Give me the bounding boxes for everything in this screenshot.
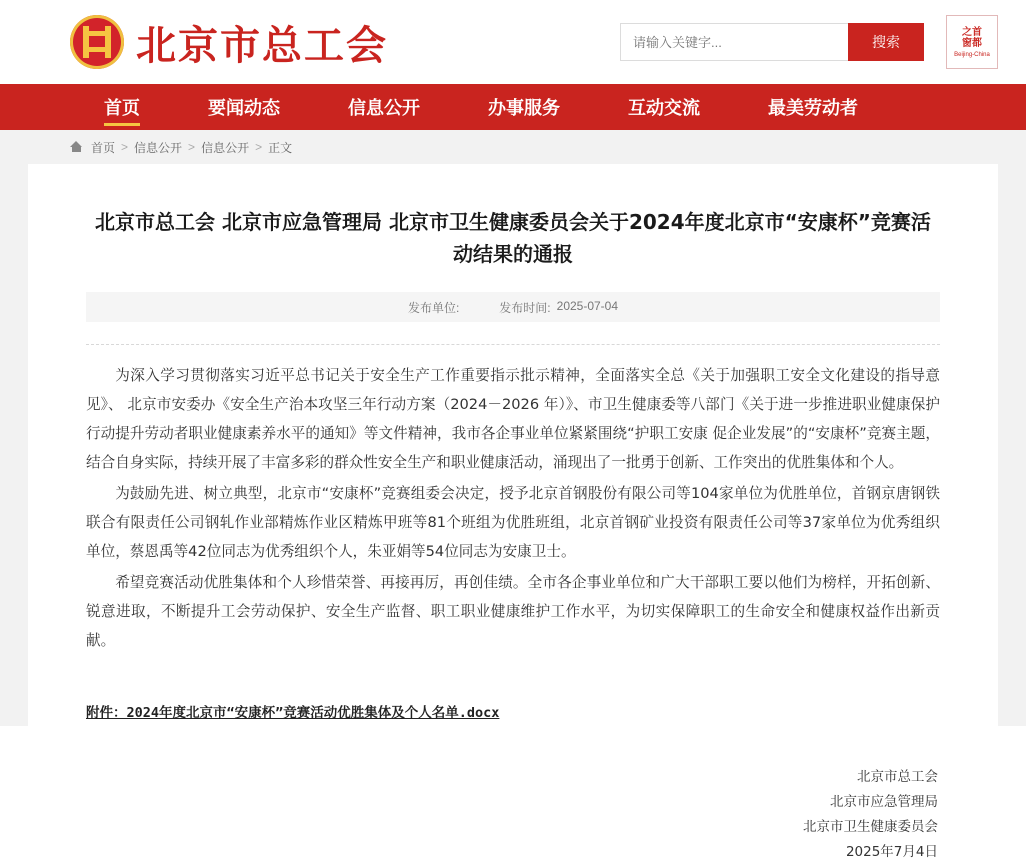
site-logo-text: 北京市总工会 — [136, 22, 388, 69]
main-nav — [0, 84, 1026, 130]
attachment-link[interactable]: 附件：2024年度北京市“安康杯”竞赛活动优胜集体及个人名单.docx — [86, 705, 500, 721]
site-header — [0, 0, 1026, 84]
nav-item-best-workers[interactable]: 最美劳动者 — [768, 98, 858, 119]
breadcrumb-separator-2: > — [188, 140, 196, 154]
signature-line: 北京市总工会 — [857, 769, 938, 785]
search-box — [620, 23, 924, 61]
meta-publisher-label: 发布单位: — [407, 300, 460, 315]
signature-date: 2025年7月4日 — [845, 844, 938, 860]
document-meta — [86, 292, 940, 322]
nav-item-disclosure[interactable]: 信息公开 — [348, 98, 420, 119]
document-paragraph: 希望竞赛活动优胜集体和个人珍惜荣誉、再接再厉，再创佳绩。全市各企事业单位和广大干部职工要以他们为榜样，开拓创新、锐意进取，不断提升工会劳动保护、安全生产监督、职工职业健康维护工作水平，为切实保障职工的生命安全和健康权益作出新贡献。 — [86, 574, 940, 649]
document-body — [86, 361, 940, 655]
home-icon[interactable] — [70, 141, 83, 153]
meta-date-value: 2025-07-04 — [556, 298, 619, 313]
capital-window-badge[interactable] — [946, 15, 998, 69]
meta-date — [499, 299, 618, 316]
breadcrumb-separator-3: > — [255, 140, 263, 154]
capital-badge-bottom: Beijing-China — [954, 51, 990, 58]
nav-item-home[interactable]: 首页 — [70, 84, 174, 130]
document-paragraph: 为鼓励先进、树立典型，北京市“安康杯”竞赛组委会决定，授予北京首钢股份有限公司等104家单位为优胜单位，首钢京唐钢铁联合有限责任公司钢轧作业部精炼作业区精炼甲班等81个班组为优胜班组，北京首钢矿业投资有限责任公司等37家单位为优秀组织单位，蔡恩禹等42位同志为优秀组织个人，朱亚娟等54位同志为安康卫士。 — [86, 485, 940, 560]
meta-date-label: 发布时间: — [499, 300, 551, 315]
document-card — [28, 164, 998, 865]
search-input[interactable] — [620, 23, 848, 61]
union-emblem-icon — [70, 15, 124, 69]
breadcrumb — [0, 130, 1026, 164]
nav-item-interaction[interactable]: 互动交流 — [628, 98, 700, 119]
breadcrumb-separator-1: > — [121, 140, 129, 154]
site-logo[interactable] — [70, 14, 388, 71]
nav-item-news[interactable]: 要闻动态 — [208, 98, 280, 119]
signature-line: 北京市应急管理局 — [830, 794, 938, 810]
meta-publisher — [408, 299, 465, 316]
breadcrumb-item-disclosure-sub[interactable]: 信息公开 — [201, 140, 250, 155]
document-signature — [86, 765, 940, 865]
nav-item-services[interactable]: 办事服务 — [488, 98, 560, 119]
content-divider — [86, 344, 940, 345]
document-paragraph: 为深入学习贯彻落实习近平总书记关于安全生产工作重要指示批示精神，全面落实全总《关于加强职工安全文化建设的指导意见》、 北京市安委办《安全生产治本攻坚三年行动方案（2024－2026 年）》、市卫生健康委等八部门《关于进一步推进职业健康保护行动提升劳动者职业健康素养水平的通知》等文件精神，我市各企事业单位紧紧围绕“护职工安康 促企业发展”的“安康杯”竞赛主题，结合自身实际，持续开展了丰富多彩的群众性安全生产和职业健康活动，涌现出了一批勇于创新、工作突出的优胜集体和个人。 — [86, 367, 940, 471]
breadcrumb-item-home[interactable]: 首页 — [91, 140, 116, 155]
breadcrumb-item-disclosure[interactable]: 信息公开 — [134, 140, 183, 155]
search-button[interactable]: 搜索 — [848, 23, 924, 61]
signature-line: 北京市卫生健康委员会 — [803, 819, 938, 835]
capital-badge-top: 之首 窗都 — [962, 26, 982, 49]
page-title: 北京市总工会 北京市应急管理局 北京市卫生健康委员会关于2024年度北京市“安康杯”竞赛活动结果的通报 — [95, 210, 931, 266]
breadcrumb-item-current: 正文 — [268, 140, 293, 155]
